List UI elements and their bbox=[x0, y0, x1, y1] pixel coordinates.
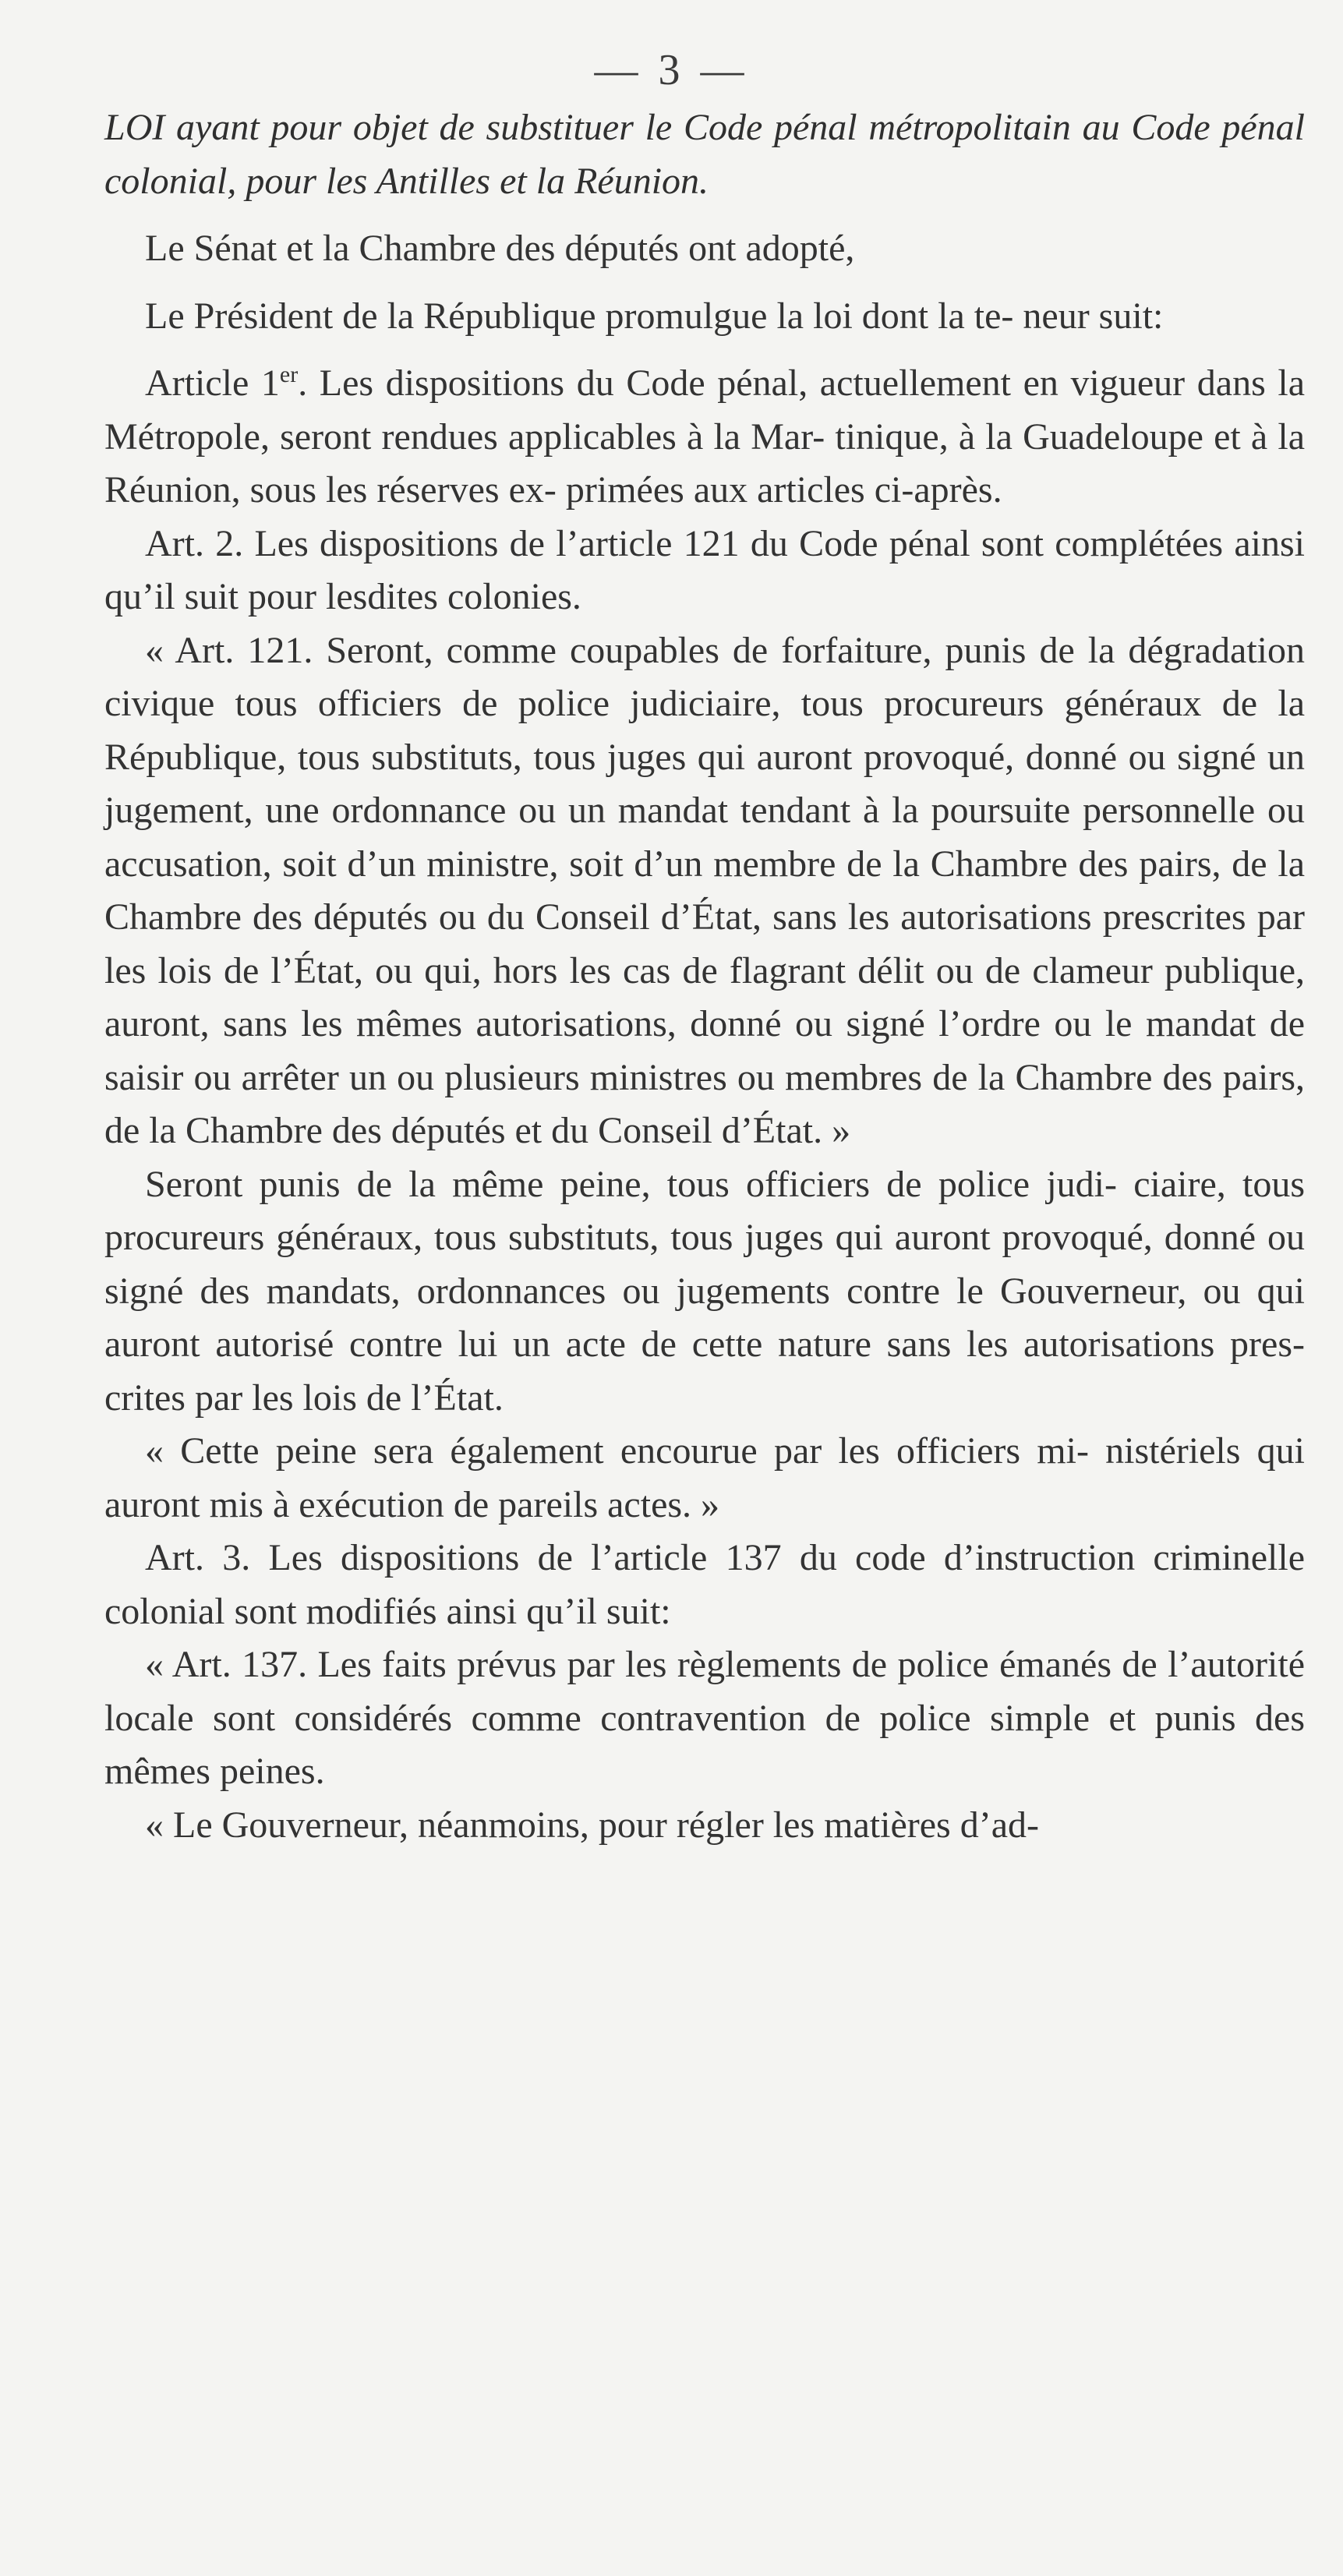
paragraph-9: « Art. 137. Les faits prévus par les règlements de police émanés de l’autorité locale sont considérés comme contravention de police simple et punis des mêmes peines. bbox=[104, 1644, 1305, 1792]
paragraph-5: « Art. 121. Seront, comme coupables de forfaiture, punis de la dégradation civique tous officiers de police judiciaire, tous procureurs généraux de la République, tous substituts, tous juges qui auront provoqué, donné ou signé un jugement, une ordonnance ou un mandat tendant à la poursuite personnelle ou accusation, soit d’un ministre, soit d’un membre de la Chambre des pairs, de la Chambre des députés ou du Conseil d’État, sans les autorisations prescrites par les lois de l’État, ou qui, hors les cas de flagrant délit ou de clameur publique, auront, sans les mêmes autorisations, donné ou signé l’ordre ou le mandat de saisir ou arrêter un ou plusieurs ministres ou membres de la Chambre des pairs, de la Chambre des députés et du Conseil d’État. » bbox=[104, 629, 1305, 1151]
paragraph-1: Le Sénat et la Chambre des députés ont adopté, bbox=[145, 228, 855, 269]
paragraph-6: Seront punis de la même peine, tous officiers de police judi- ciaire, tous procureurs généraux, tous substituts, tous juges qui auront provoqué, donné ou signé des mandats, ordonnances ou jugements contre le Gouverneur, ou qui auront autorisé contre lui un acte de cette nature sans les autorisations pres- crites par les lois de l’État. bbox=[104, 1163, 1305, 1419]
paragraph-7: « Cette peine sera également encourue par les officiers mi- nistériels qui auront mis à exécution de pareils actes. » bbox=[104, 1430, 1305, 1525]
paragraph-10: « Le Gouverneur, néanmoins, pour régler les matières d’ad- bbox=[145, 1804, 1039, 1846]
page-number: — 3 — bbox=[594, 46, 749, 94]
law-title: LOI ayant pour objet de substituer le Code pénal métropolitain au Code pénal colonial, pour les Antilles et la Réunion. bbox=[104, 107, 1305, 202]
paragraph-4: Art. 2. Les dispositions de l’article 121 du Code pénal sont complétées ainsi qu’il suit pour lesdites colonies. bbox=[104, 522, 1305, 617]
paragraph-8: Art. 3. Les dispositions de l’article 137 du code d’instruction criminelle colonial sont modifiés ainsi qu’il suit: bbox=[104, 1537, 1305, 1632]
body-text bbox=[104, 101, 1305, 1852]
paragraph-2: Le Président de la République promulgue la loi dont la te- neur suit: bbox=[145, 295, 1164, 337]
paragraph-3: Article 1er. Les dispositions du Code pénal, actuellement en vigueur dans la Métropole, seront rendues applicables à la Mar- tinique, à la Guadeloupe et à la Réunion, sous les réserves ex- primées aux articles ci-après. bbox=[104, 362, 1305, 511]
